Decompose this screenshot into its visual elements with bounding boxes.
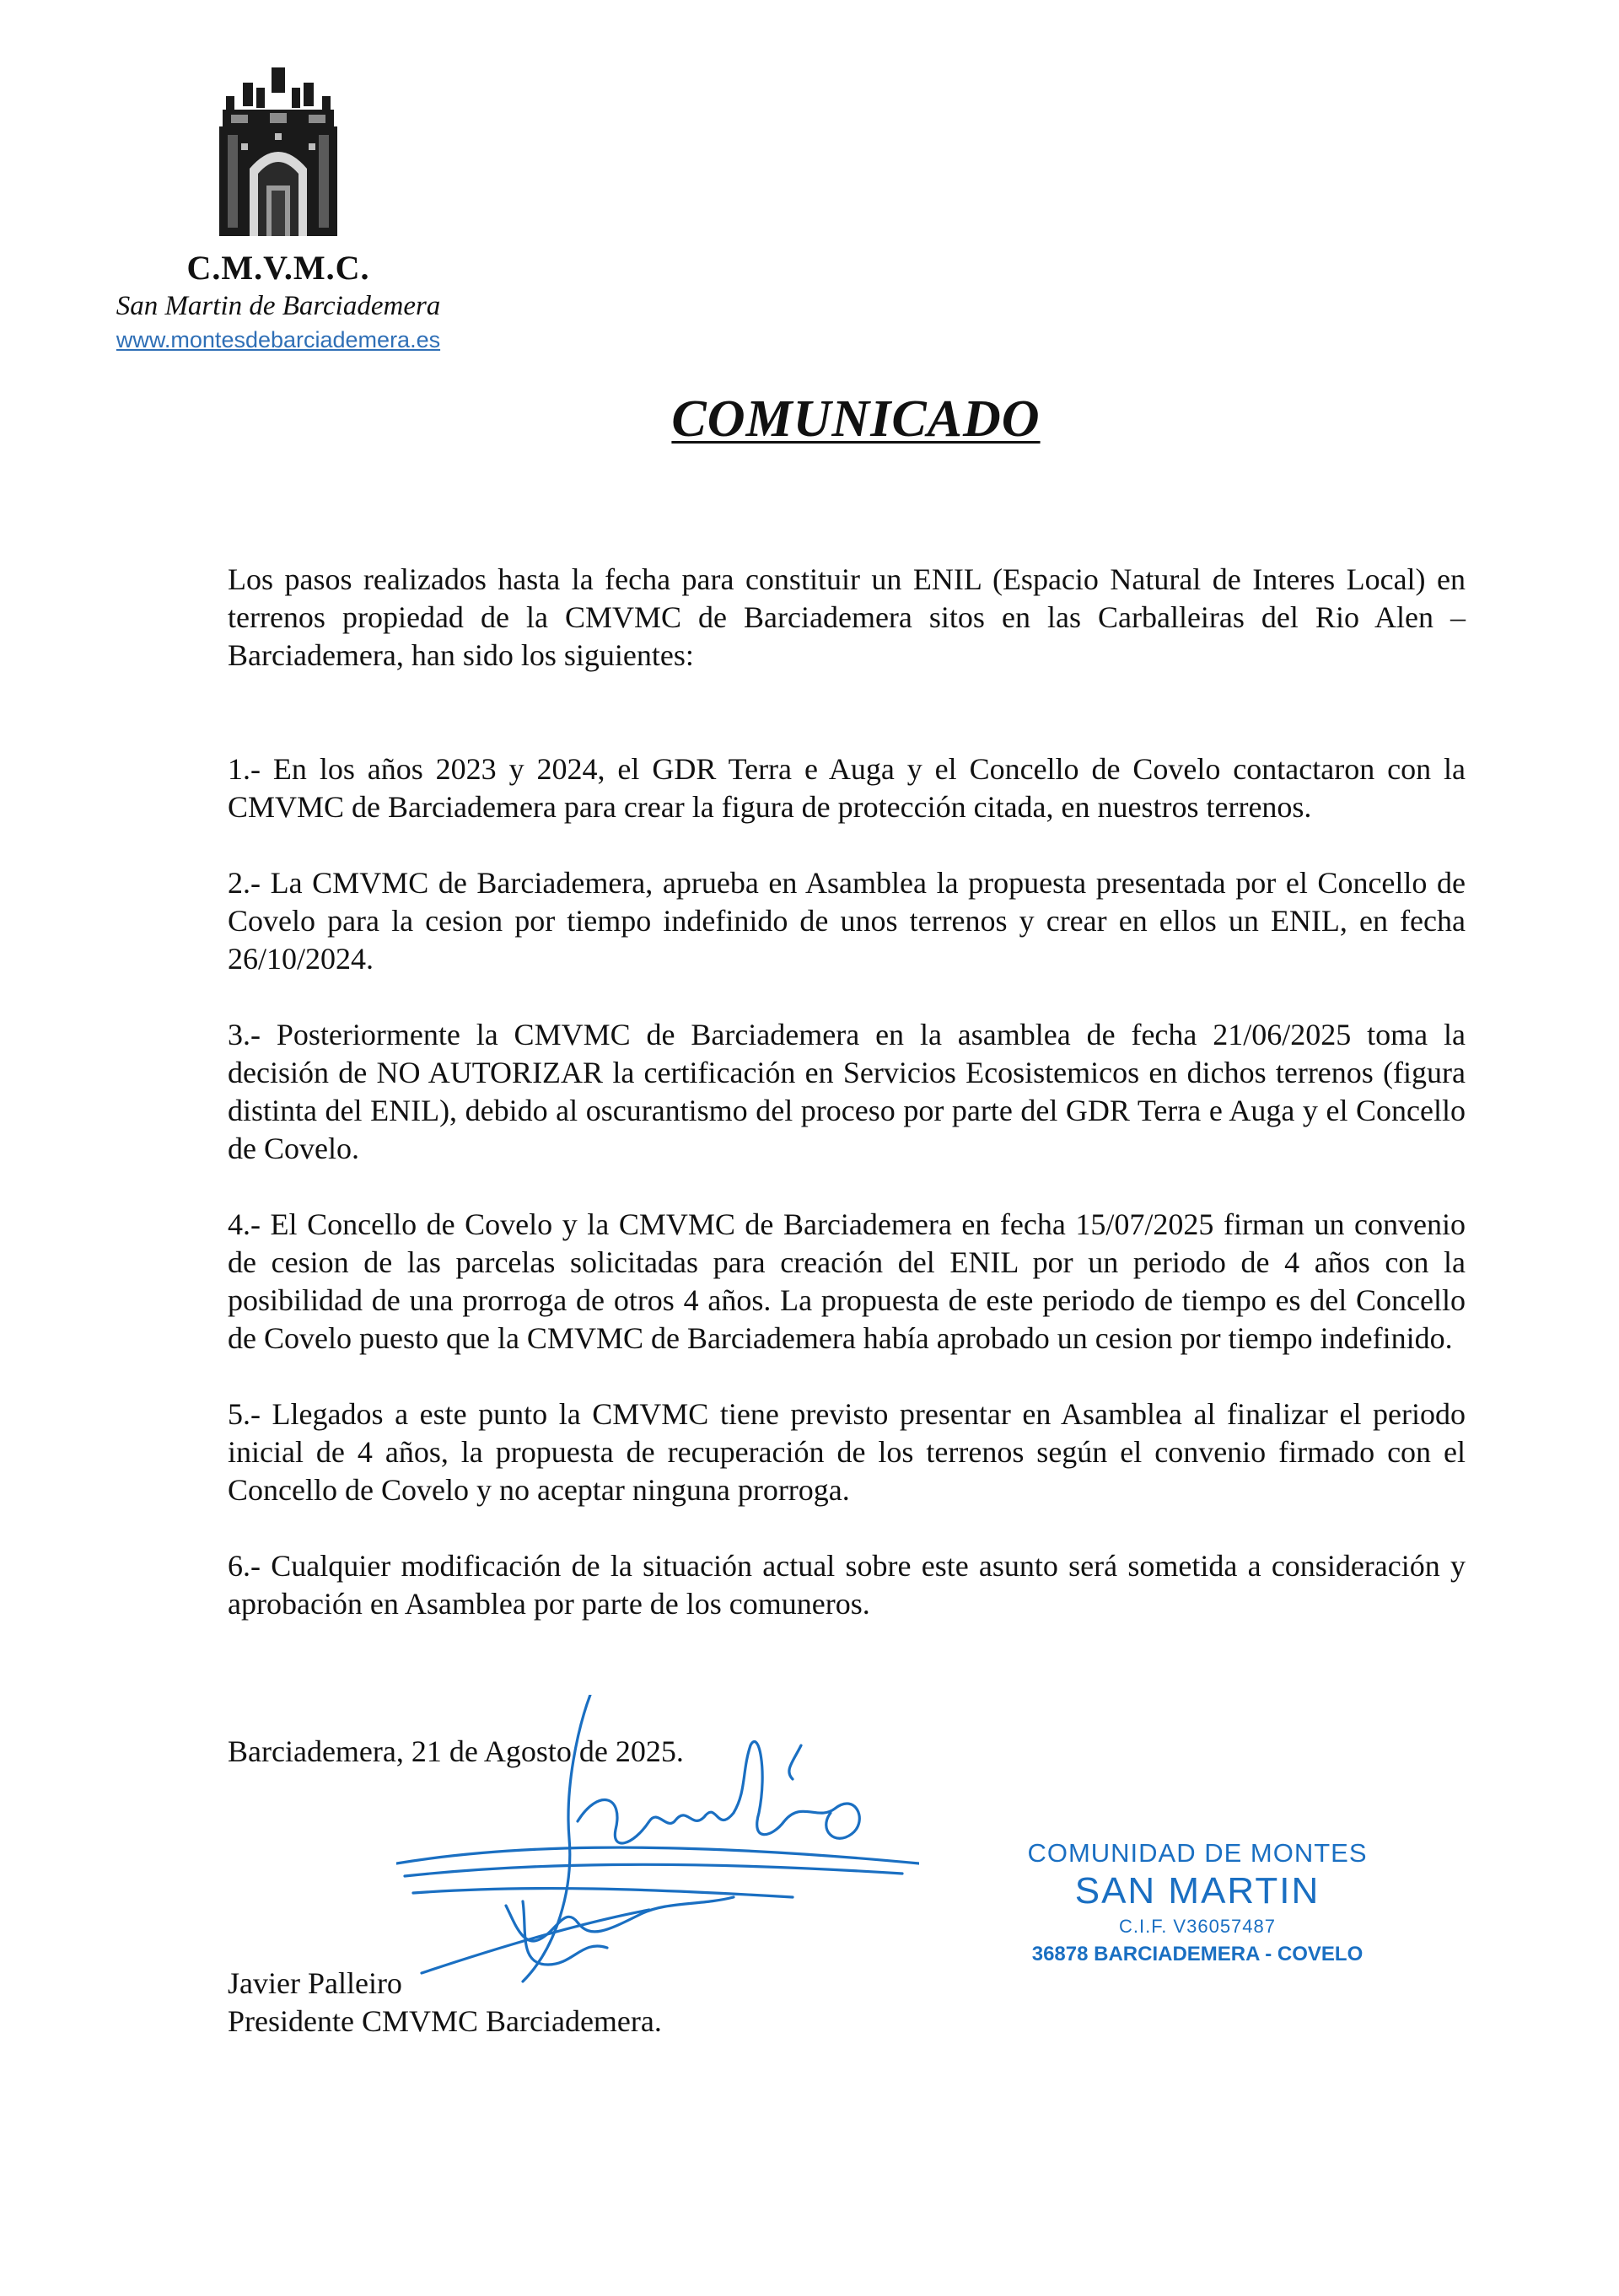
signer-block [228, 1965, 662, 2041]
date-line: Barciademera, 21 de Agosto de 2025. [228, 1734, 684, 1768]
stamp-line-2: SAN MARTIN [1074, 1870, 1320, 1912]
church-facade-icon [219, 67, 337, 236]
list-item: 3.- Posteriormente la CMVMC de Barciademera en la asamblea de fecha 21/06/2025 toma la decisión de NO AUTORIZAR la certificación en Servicios Ecosistemicos en dichos terrenos (figura distinta del ENIL), debido al oscurantismo del proceso por parte del GDR Terra e Auga y el Concello de Covelo. [228, 1018, 1466, 1165]
list-item: 2.- La CMVMC de Barciademera, aprueba en Asamblea la propuesta presentada por el Concello de Covelo para la cesion por tiempo indefinido de unos terrenos y crear en ellos un ENIL, en fecha 26/10/2024. [228, 866, 1466, 976]
letterhead [101, 67, 455, 353]
signer-role: Presidente CMVMC Barciademera. [228, 2004, 662, 2038]
document-body [228, 561, 1466, 1661]
stamp-line-4: 36878 BARCIADEMERA - COVELO [1031, 1943, 1364, 1965]
org-website-link[interactable]: www.montesdebarciademera.es [116, 327, 441, 352]
org-location: San Martin de Barciademera [116, 291, 441, 321]
signer-name: Javier Palleiro [228, 1966, 402, 2000]
list-item: 5.- Llegados a este punto la CMVMC tiene previsto presentar en Asamblea al finalizar el periodo inicial de 4 años, la propuesta de recuperación de los terrenos según el convenio firmado con el Concello de Covelo y no aceptar ninguna prorroga. [228, 1397, 1466, 1507]
signature-mark [396, 1695, 919, 1998]
stamp-line-1: COMUNIDAD DE MONTES [1027, 1838, 1368, 1868]
list-item: 4.- El Concello de Covelo y la CMVMC de Barciademera en fecha 15/07/2025 firman un convenio de cesion de las parcelas solicitadas para creación del ENIL por un periodo de 4 años con la posibilidad de una prorroga de otros 4 años. La propuesta de este periodo de tiempo es del Concello de Covelo puesto que la CMVMC de Barciademera había aprobado un cesion por tiempo indefinido. [228, 1207, 1466, 1355]
stamp-line-3: C.I.F. V36057487 [1118, 1916, 1276, 1937]
list-item: 1.- En los años 2023 y 2024, el GDR Terra e Auga y el Concello de Covelo contactaron con la CMVMC de Barciademera para crear la figura de protección citada, en nuestros terrenos. [228, 752, 1466, 824]
list-item: 6.- Cualquier modificación de la situación actual sobre este asunto será sometida a consideración y aprobación en Asamblea por parte de los comuneros. [228, 1549, 1466, 1621]
document-title: COMUNICADO [671, 390, 1041, 448]
intro-paragraph: Los pasos realizados hasta la fecha para constituir un ENIL (Espacio Natural de Interes Local) en terrenos propiedad de la CMVMC de Barciademera sitos en las Carballeiras del Rio Alen – Barciademera, han sido los siguientes: [228, 562, 1466, 672]
organization-stamp [995, 1838, 1400, 1966]
org-acronym: C.M.V.M.C. [186, 249, 370, 287]
